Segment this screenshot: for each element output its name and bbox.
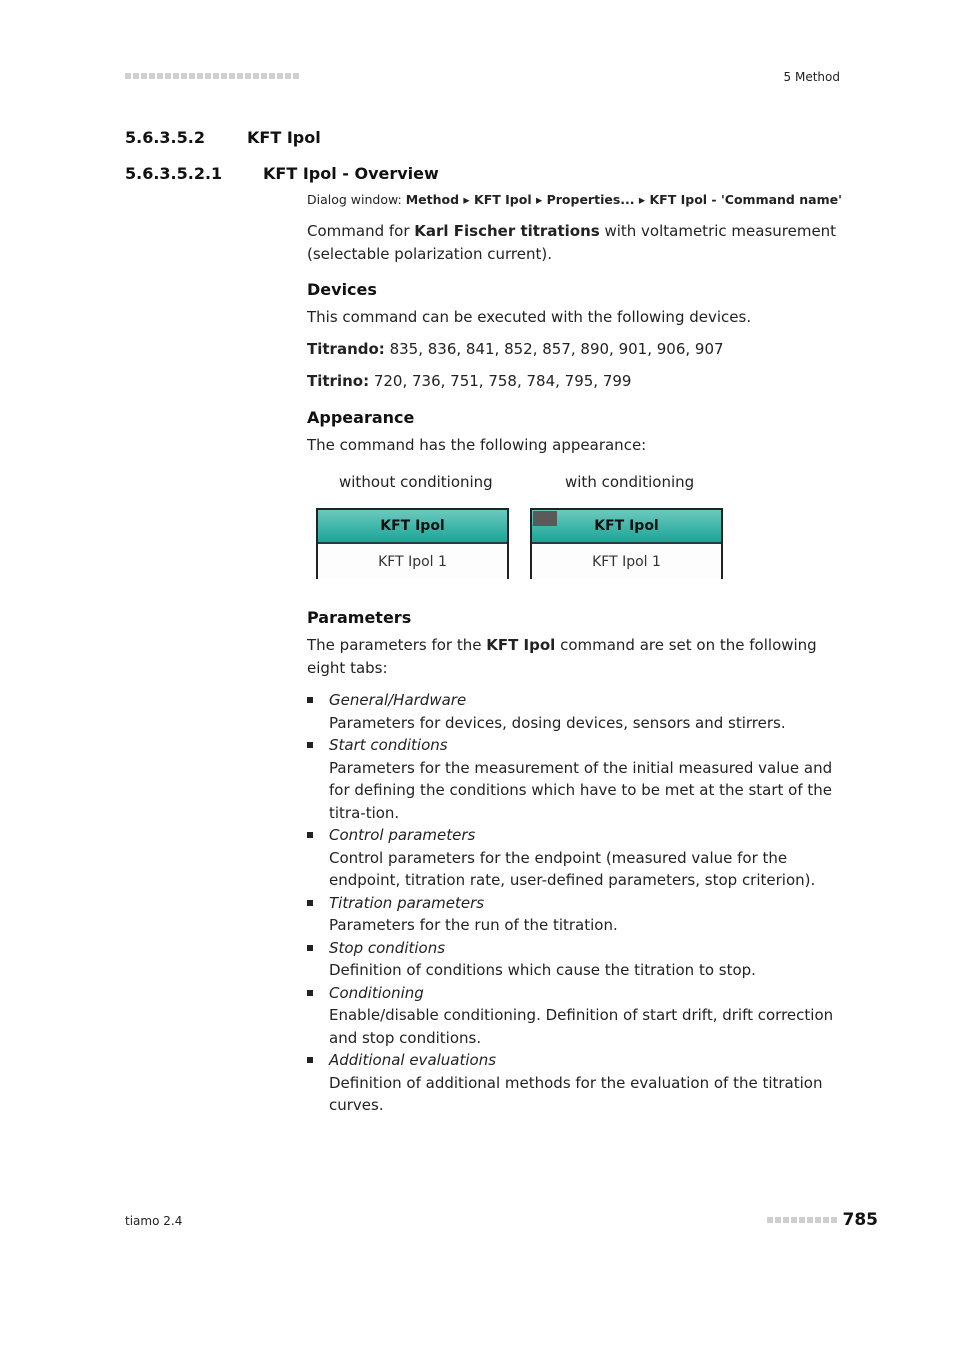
tab-name: Control parameters [329, 826, 476, 844]
list-item [307, 982, 843, 1050]
parameters-heading: Parameters [307, 608, 412, 627]
dialog-menu-path: Method ▸ KFT Ipol ▸ Properties... ▸ KFT Ipol - 'Command name' [405, 192, 842, 207]
tab-description: Enable/disable conditioning. Definition of start drift, drift correction and stop conditions. [329, 1006, 834, 1047]
tab-description: Parameters for the run of the titration. [329, 916, 618, 934]
intro-text: Command for [307, 222, 415, 240]
parameters-intro-text: The parameters for the [307, 636, 487, 654]
intro-bold: Karl Fischer titrations [414, 222, 600, 240]
tab-description: Control parameters for the endpoint (measured value for the endpoint, titration rate, user-defined parameters, stop criterion). [329, 848, 816, 889]
parameters-intro [307, 634, 843, 679]
list-item [307, 824, 843, 892]
bullet-icon [307, 742, 313, 748]
section-title: KFT Ipol [247, 128, 321, 147]
command-box-without-conditioning [316, 508, 509, 579]
dialog-prefix: Dialog window: [307, 192, 402, 207]
titrino-label: Titrino: [307, 372, 370, 390]
devices-text: This command can be executed with the following devices. [307, 308, 752, 326]
appearance-heading: Appearance [307, 408, 415, 427]
page-number: 785 [842, 1210, 878, 1230]
titrando-label: Titrando: [307, 340, 385, 358]
parameters-intro-bold: KFT Ipol [486, 636, 556, 654]
bullet-icon [307, 697, 313, 703]
list-item [307, 1049, 843, 1117]
intro-text-end: with voltametric measurement (selectable polarization current). [307, 222, 837, 263]
tab-name: Stop conditions [329, 938, 446, 957]
parameters-list [307, 689, 843, 1117]
conditioning-indicator-icon [533, 511, 557, 526]
bullet-icon [307, 990, 313, 996]
header-decoration [125, 73, 299, 79]
command-box-name: KFT Ipol 1 [532, 544, 721, 579]
list-item [307, 689, 843, 734]
product-name: tiamo 2.4 [125, 1214, 183, 1228]
titrino-values: 720, 736, 751, 758, 784, 795, 799 [369, 372, 632, 390]
intro-paragraph [307, 220, 843, 265]
command-box-name: KFT Ipol 1 [318, 544, 507, 579]
command-box-title: KFT Ipol [532, 510, 721, 544]
section-number: 5.6.3.5.2 [125, 128, 205, 147]
titrando-line [307, 338, 843, 361]
tab-description: Definition of additional methods for the evaluation of the titration curves. [329, 1073, 823, 1114]
titrando-values: 835, 836, 841, 852, 857, 890, 901, 906, 907 [384, 340, 724, 358]
page-footer [767, 1210, 879, 1230]
tab-name: Start conditions [329, 736, 448, 754]
titrino-line [307, 370, 843, 393]
footer-decoration [767, 1217, 837, 1223]
tab-name: Additional evaluations [329, 1051, 497, 1069]
devices-heading: Devices [307, 280, 377, 299]
tab-description: Definition of conditions which cause the titration to stop. [329, 961, 756, 979]
command-box-with-conditioning [530, 508, 723, 579]
appearance-text: The command has the following appearance: [307, 436, 647, 454]
tab-name: Conditioning [329, 983, 424, 1002]
subsection-title: KFT Ipol - Overview [263, 164, 439, 183]
tab-description: Parameters for devices, dosing devices, sensors and stirrers. [329, 713, 786, 732]
bullet-icon [307, 945, 313, 951]
tab-name: General/Hardware [329, 691, 467, 709]
list-item [307, 734, 843, 824]
label-without-conditioning: without conditioning [339, 473, 493, 491]
tab-description: Parameters for the measurement of the initial measured value and for defining the conditions which have to be met at the start of the titra-tion. [329, 758, 833, 822]
dialog-path [307, 191, 843, 209]
parameters-intro-text-end: command are set on the following eight tabs: [307, 636, 817, 677]
subsection-number: 5.6.3.5.2.1 [125, 164, 223, 183]
bullet-icon [307, 832, 313, 838]
bullet-icon [307, 900, 313, 906]
command-box-title: KFT Ipol [318, 510, 507, 544]
tab-name: Titration parameters [329, 893, 485, 912]
section-heading [125, 128, 321, 147]
chapter-label: 5 Method [783, 70, 840, 84]
label-with-conditioning: with conditioning [565, 473, 695, 491]
list-item [307, 892, 843, 937]
list-item [307, 937, 843, 982]
bullet-icon [307, 1057, 313, 1063]
subsection-heading [125, 164, 439, 183]
